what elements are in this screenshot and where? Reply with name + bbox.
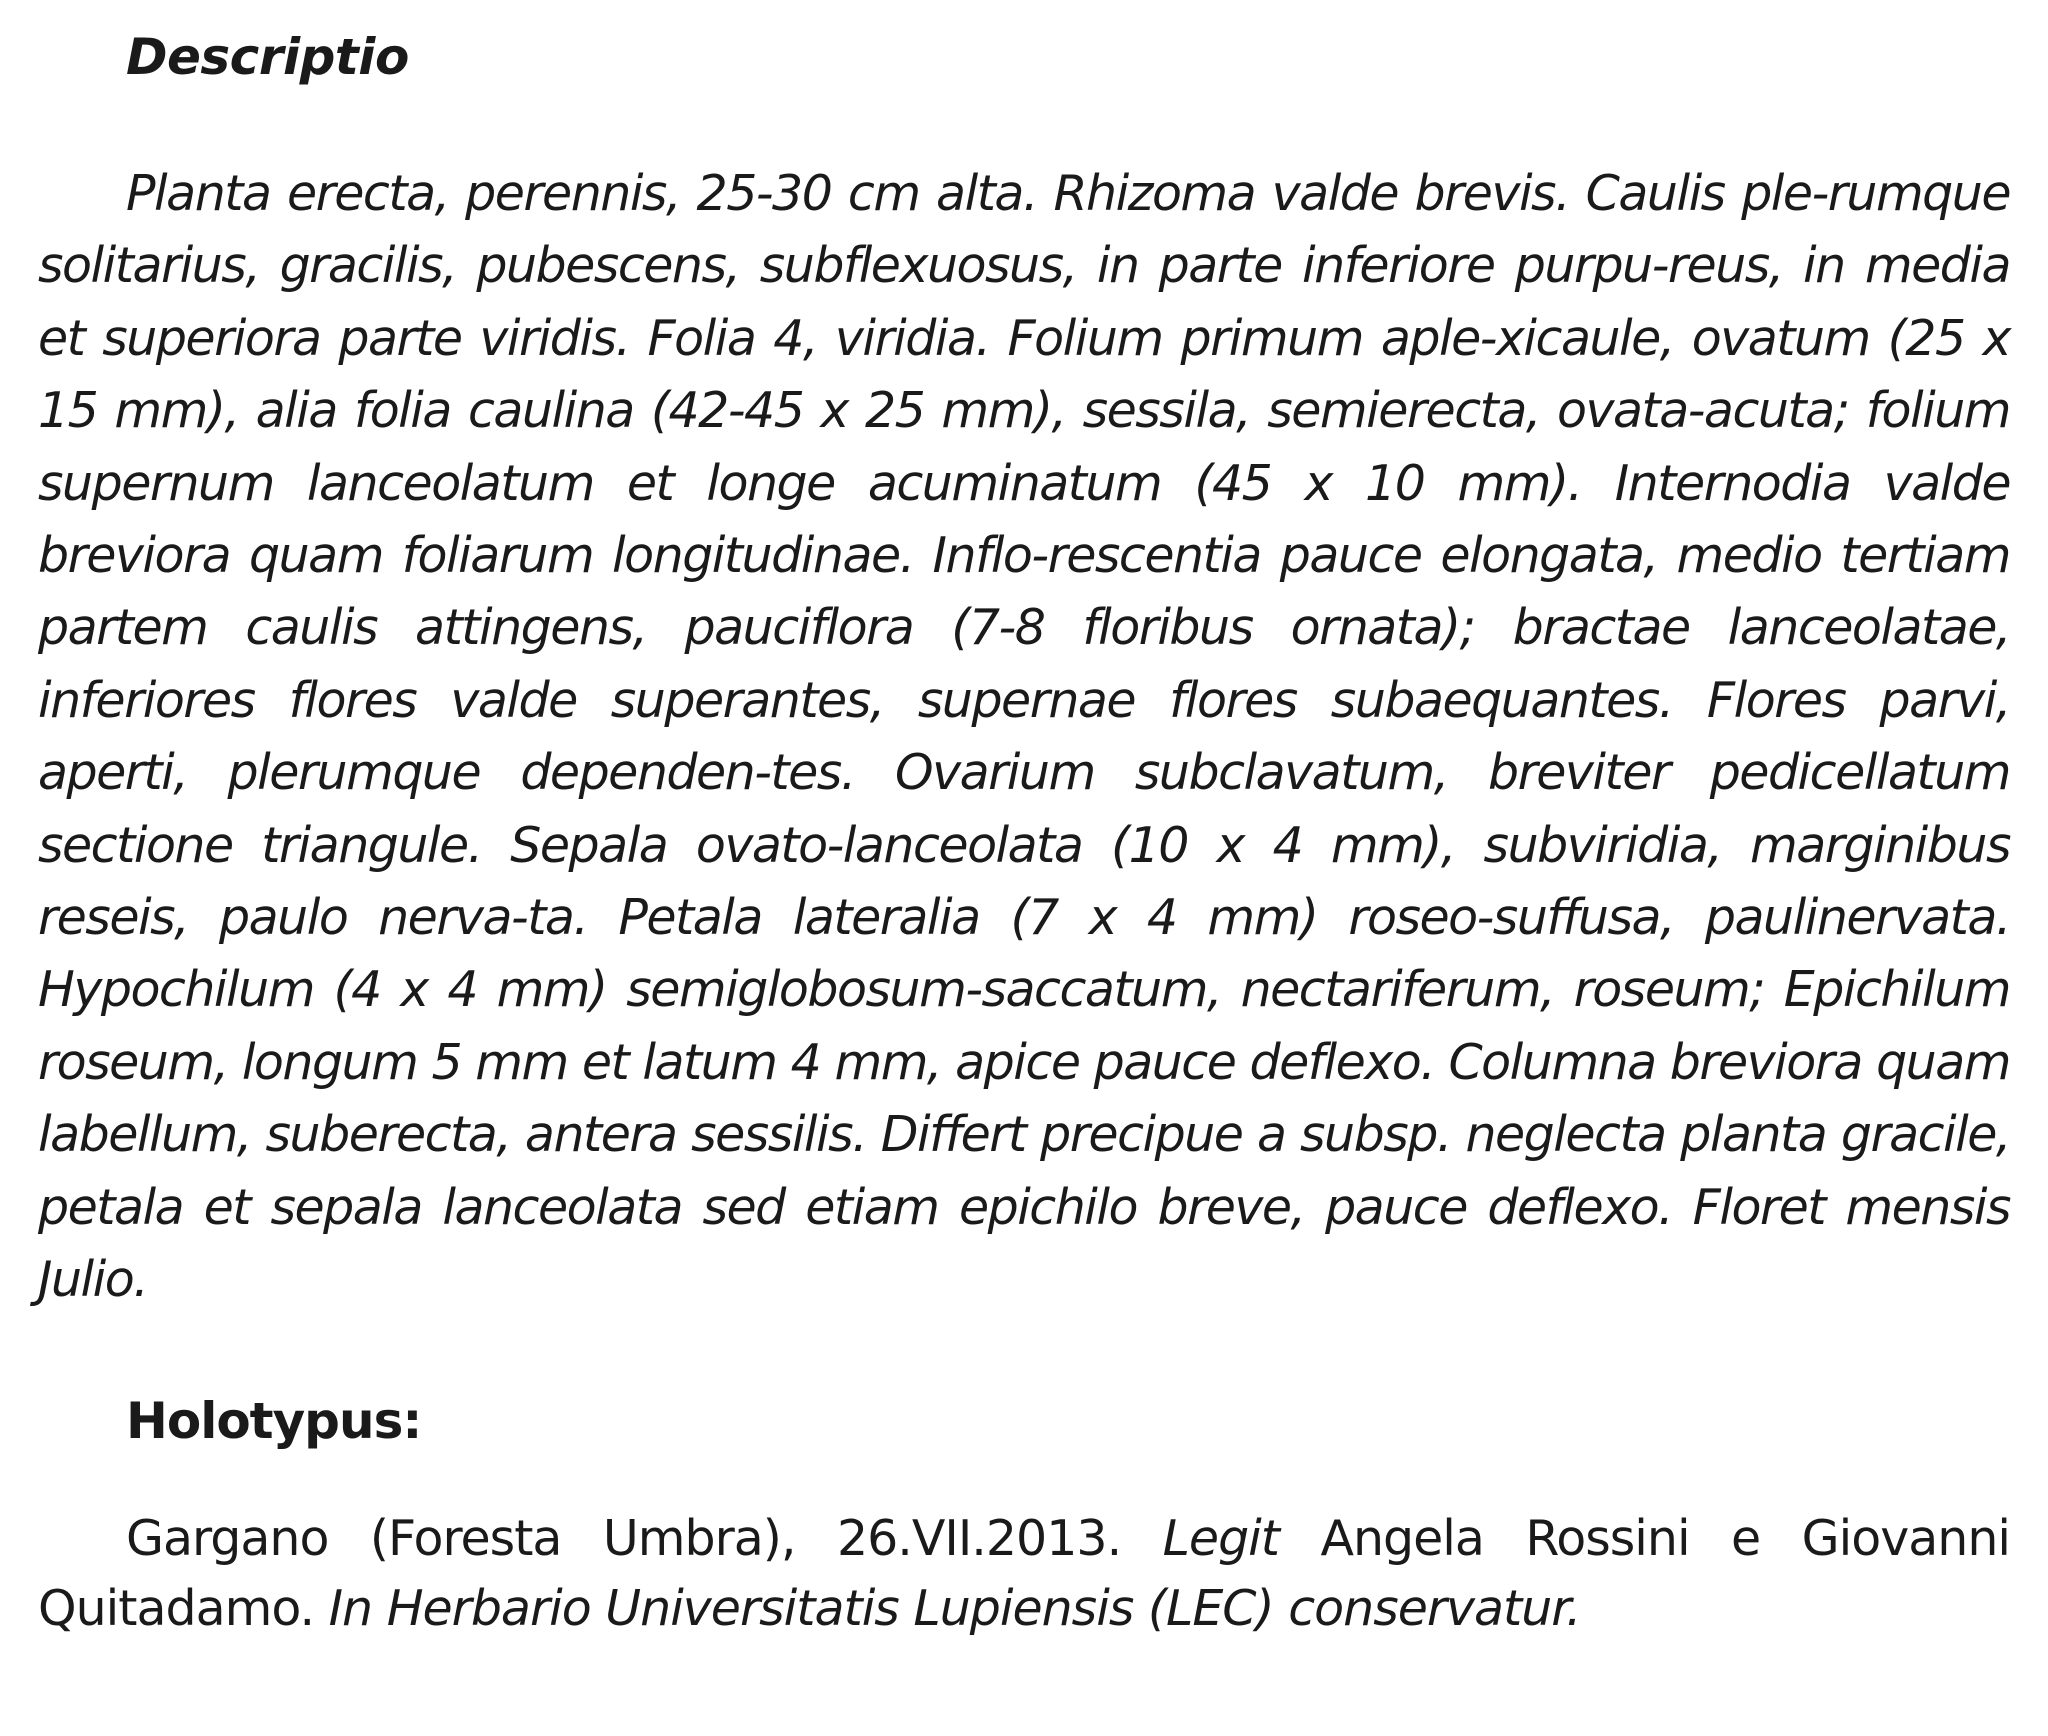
holotypus-italic-text: In Herbario Universitatis Lupiensis (LEC) conservatur.: [328, 1579, 1581, 1637]
descriptio-line: reus, in media et superiora parte viridis. Folia 4, viridia. Folium primum aple-: [38, 237, 2010, 367]
descriptio-line: longum 5 mm et latum 4 mm, apice pauce deflexo. Columna breviora quam: [241, 1033, 2010, 1091]
descriptio-line: ta. Petala lateralia (7 x 4 mm) roseo-suffusa, paulinervata. Hypochilum (4 x: [38, 889, 2011, 1019]
descriptio-line: Floret mensis Julio.: [38, 1178, 2011, 1309]
holotypus-italic-text: Legit: [1162, 1509, 1280, 1567]
descriptio-line: Planta erecta, perennis, 25-30 cm alta. Rhizoma valde brevis. Caulis ple-: [126, 165, 1828, 222]
descriptio-line: 4 mm) semiglobosum-saccatum, nectariferum, roseum; Epichilum roseum,: [38, 961, 2010, 1091]
descriptio-paragraph: [38, 158, 2010, 1317]
descriptio-line: (7-8 floribus ornata); bractae lanceolatae, inferiores flores valde superantes,: [38, 599, 2010, 729]
descriptio-line: ovato-lanceolata (10 x 4 mm), subviridia, marginibus reseis, paulo nerva-: [38, 816, 2010, 947]
descriptio-line: xicaule, ovatum (25 x 15 mm), alia folia caulina (42-45 x 25 mm), sessila,: [38, 309, 2011, 440]
descriptio-line: rescentia pauce elongata, medio tertiam partem caulis attingens, pauciflora: [38, 527, 2010, 657]
descriptio-line: rumque solitarius, gracilis, pubescens, subflexuosus, in parte inferiore purpu-: [38, 165, 2010, 295]
holotypus-heading: Holotypus:: [126, 1391, 422, 1450]
document-page: [38, 22, 2010, 1693]
descriptio-line: supernae flores subaequantes. Flores parvi, aperti, plerumque dependen-: [38, 671, 2010, 802]
holotypus-text: Angela Rossini e Giovanni Quitadamo.: [38, 1509, 2010, 1637]
descriptio-line: (45 x 10 mm). Internodia valde breviora quam foliarum longitudinae. Inflo-: [38, 454, 2010, 585]
descriptio-line: semierecta, ovata-acuta; folium supernum lanceolatum et longe acuminatum: [38, 382, 2010, 512]
holotypus-paragraph: [38, 1504, 2010, 1644]
descriptio-heading: Descriptio: [126, 28, 409, 86]
holotypus-text: Gargano (Foresta Umbra), 26.VII.2013.: [126, 1509, 1163, 1567]
descriptio-line: tes. Ovarium subclavatum, breviter pedicellatum sectione triangule. Sepala: [38, 744, 2010, 874]
descriptio-line: gracile, petala et sepala lanceolata sed etiam epichilo breve, pauce deflexo.: [38, 1106, 2011, 1236]
descriptio-line: labellum, suberecta, antera sessilis. Differt precipue a subsp. neglecta planta: [38, 1106, 1827, 1164]
